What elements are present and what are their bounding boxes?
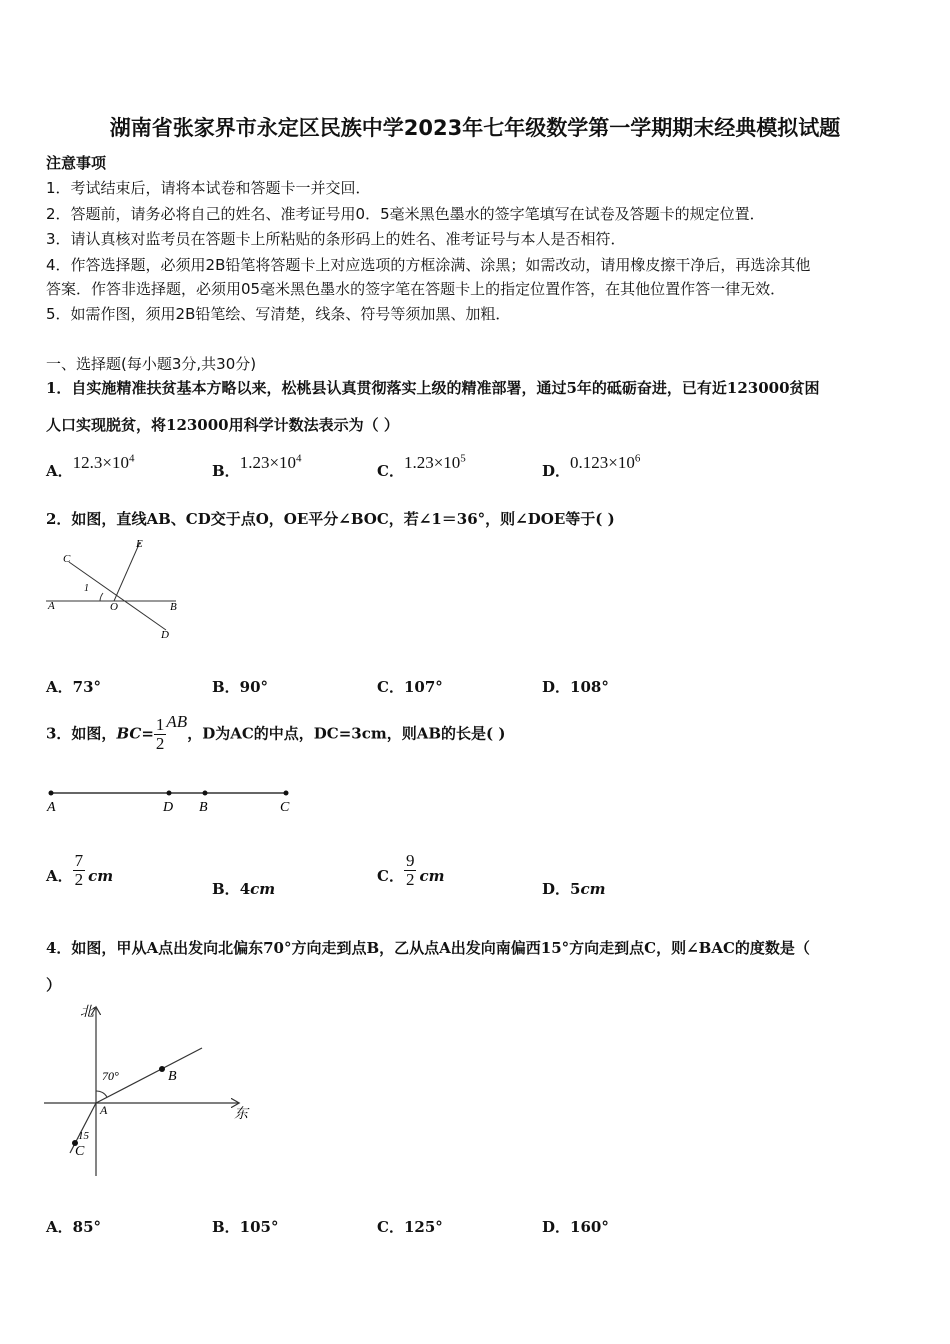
- option-unit: cm: [580, 880, 606, 898]
- q3-prefix: 3．如图，: [46, 724, 117, 743]
- q4-option-b: B．105°: [212, 1218, 279, 1236]
- point-b: [159, 1066, 165, 1072]
- option-label: C．: [377, 462, 404, 480]
- point-d: [167, 791, 172, 796]
- label-east: 东: [234, 1107, 248, 1122]
- label-a: A: [100, 1103, 108, 1117]
- option-unit: cm: [419, 866, 445, 885]
- option-mantissa: 12.3×10: [72, 453, 129, 472]
- q3-option-d: [542, 878, 605, 899]
- angle-1-arc: [100, 593, 103, 601]
- point-a: [49, 791, 54, 796]
- option-mantissa: 1.23×10: [403, 453, 461, 472]
- line-cd: [69, 562, 166, 630]
- option-mantissa: 0.123×10: [570, 453, 635, 472]
- notice-item-4: 4．作答选择题，必须用2B铅笔将答题卡上对应选项的方框涂满、涂黑；如需改动，请用橡皮擦干净后，再选涂其他: [46, 256, 811, 274]
- label-c: C: [75, 1144, 85, 1159]
- option-mantissa: 1.23×10: [239, 453, 297, 472]
- notice-item-5: 5．如需作图，须用2B铅笔绘、写清楚，线条、符号等须加黑、加粗．: [46, 305, 511, 323]
- fraction-numerator: 7: [74, 851, 84, 870]
- option-label: C．: [377, 866, 404, 885]
- option-unit: cm: [88, 866, 114, 885]
- q4-text-line2: ）: [46, 976, 62, 994]
- notice-item-3: 3．请认真核对监考员在答题卡上所粘贴的条形码上的姓名、准考证号与本人是否相符．: [46, 230, 626, 248]
- label-north: 北: [80, 1005, 94, 1020]
- section-heading: 一、选择题(每小题3分,共30分): [46, 355, 257, 373]
- fraction-denominator: 2: [405, 870, 415, 889]
- option-label: D．: [542, 462, 571, 480]
- label-angle-15: 15: [78, 1130, 89, 1142]
- fraction-denominator: 2: [74, 870, 84, 889]
- angle-70-arc: [96, 1091, 107, 1097]
- option-label: D．: [542, 880, 571, 898]
- point-c: [284, 791, 289, 796]
- q3-rest: ，D为AC的中点，DC=3cm，则AB的长是( ): [187, 724, 506, 743]
- q2-option-a: A．73°: [46, 678, 102, 696]
- option-value: 5: [570, 880, 581, 898]
- page-title: 湖南省张家界市永定区民族中学2023年七年级数学第一学期期末经典模拟试题: [109, 116, 841, 140]
- q3-option-c: [377, 852, 444, 889]
- q4-option-d: D．160°: [542, 1218, 609, 1236]
- option-fraction: [404, 852, 417, 889]
- notice-item-1: 1．考试结束后，请将本试卷和答题卡一并交回．: [46, 179, 371, 197]
- option-exponent: 4: [296, 452, 302, 465]
- option-label: A．: [46, 866, 73, 885]
- q1-option-a: [46, 452, 135, 480]
- option-exponent: 5: [460, 452, 466, 465]
- q1-text-line1: 1．自实施精准扶贫基本方略以来，松桃县认真贯彻落实上级的精准部署，通过5年的砥砺奋进，已有近123000贫困: [46, 379, 820, 397]
- q3-fraction: [154, 716, 167, 753]
- q1-option-c: [377, 452, 466, 480]
- q3-option-a: [46, 852, 113, 889]
- label-b: B: [168, 1069, 177, 1084]
- option-exponent: 6: [634, 452, 641, 465]
- q1-text-line2: 人口实现脱贫，将123000用科学计数法表示为（ ）: [46, 416, 399, 434]
- fraction-denominator: 2: [155, 734, 165, 753]
- q2-option-d: D．108°: [542, 678, 609, 696]
- label-a: A: [48, 600, 55, 612]
- q3-option-b: [212, 878, 275, 899]
- q4-text-line1: 4．如图，甲从A点出发向北偏东70°方向走到点B，乙从点A出发向南偏西15°方向走到点C，则∠BAC的度数是（: [46, 939, 810, 957]
- q1-option-d: [542, 452, 641, 480]
- fraction-numerator: 9: [405, 851, 415, 870]
- option-exponent: 4: [128, 452, 135, 465]
- notice-item-4-cont: 答案．作答非选择题，必须用05毫米黑色墨水的签字笔在答题卡上的指定位置作答，在其他位置作答一律无效．: [46, 280, 786, 298]
- notice-item-2: 2．答题前，请务必将自己的姓名、准考证号用0．5毫米黑色墨水的签字笔填写在试卷及答题卡的规定位置．: [46, 205, 765, 223]
- point-b: [203, 791, 208, 796]
- fraction-numerator: 1: [155, 715, 165, 734]
- option-label: A．: [46, 462, 73, 480]
- label-angle-1: 1: [84, 583, 89, 594]
- label-c: C: [63, 553, 71, 565]
- option-fraction: [73, 852, 86, 889]
- q4-figure: [42, 998, 262, 1180]
- label-d: D: [163, 800, 174, 815]
- label-c: C: [280, 800, 290, 815]
- q4-option-a: A．85°: [46, 1218, 102, 1236]
- option-unit: cm: [250, 880, 276, 898]
- q4-option-c: C．125°: [377, 1218, 443, 1236]
- option-value: 4: [239, 880, 251, 898]
- label-b: B: [199, 800, 208, 815]
- q1-option-b: [212, 452, 302, 480]
- option-label: B．: [212, 462, 240, 480]
- ray-oe: [114, 542, 140, 601]
- option-label: B．: [212, 880, 240, 898]
- q3-figure: [44, 784, 304, 818]
- q3-ab: AB: [166, 711, 188, 731]
- q3-text: [46, 711, 506, 753]
- label-a: A: [47, 800, 56, 815]
- q2-option-c: C．107°: [377, 678, 443, 696]
- q2-option-b: B．90°: [212, 678, 269, 696]
- label-o: O: [110, 601, 118, 613]
- notice-heading: 注意事项: [46, 154, 107, 172]
- label-e: E: [136, 538, 143, 550]
- q2-text: 2．如图，直线AB、CD交于点O，OE平分∠BOC，若∠1＝36°，则∠DOE等于( ): [46, 510, 615, 528]
- label-angle-70: 70°: [102, 1069, 119, 1083]
- q3-bc: BC=: [116, 724, 154, 743]
- label-b: B: [170, 601, 177, 613]
- label-d: D: [161, 629, 169, 641]
- q2-figure: [44, 534, 194, 644]
